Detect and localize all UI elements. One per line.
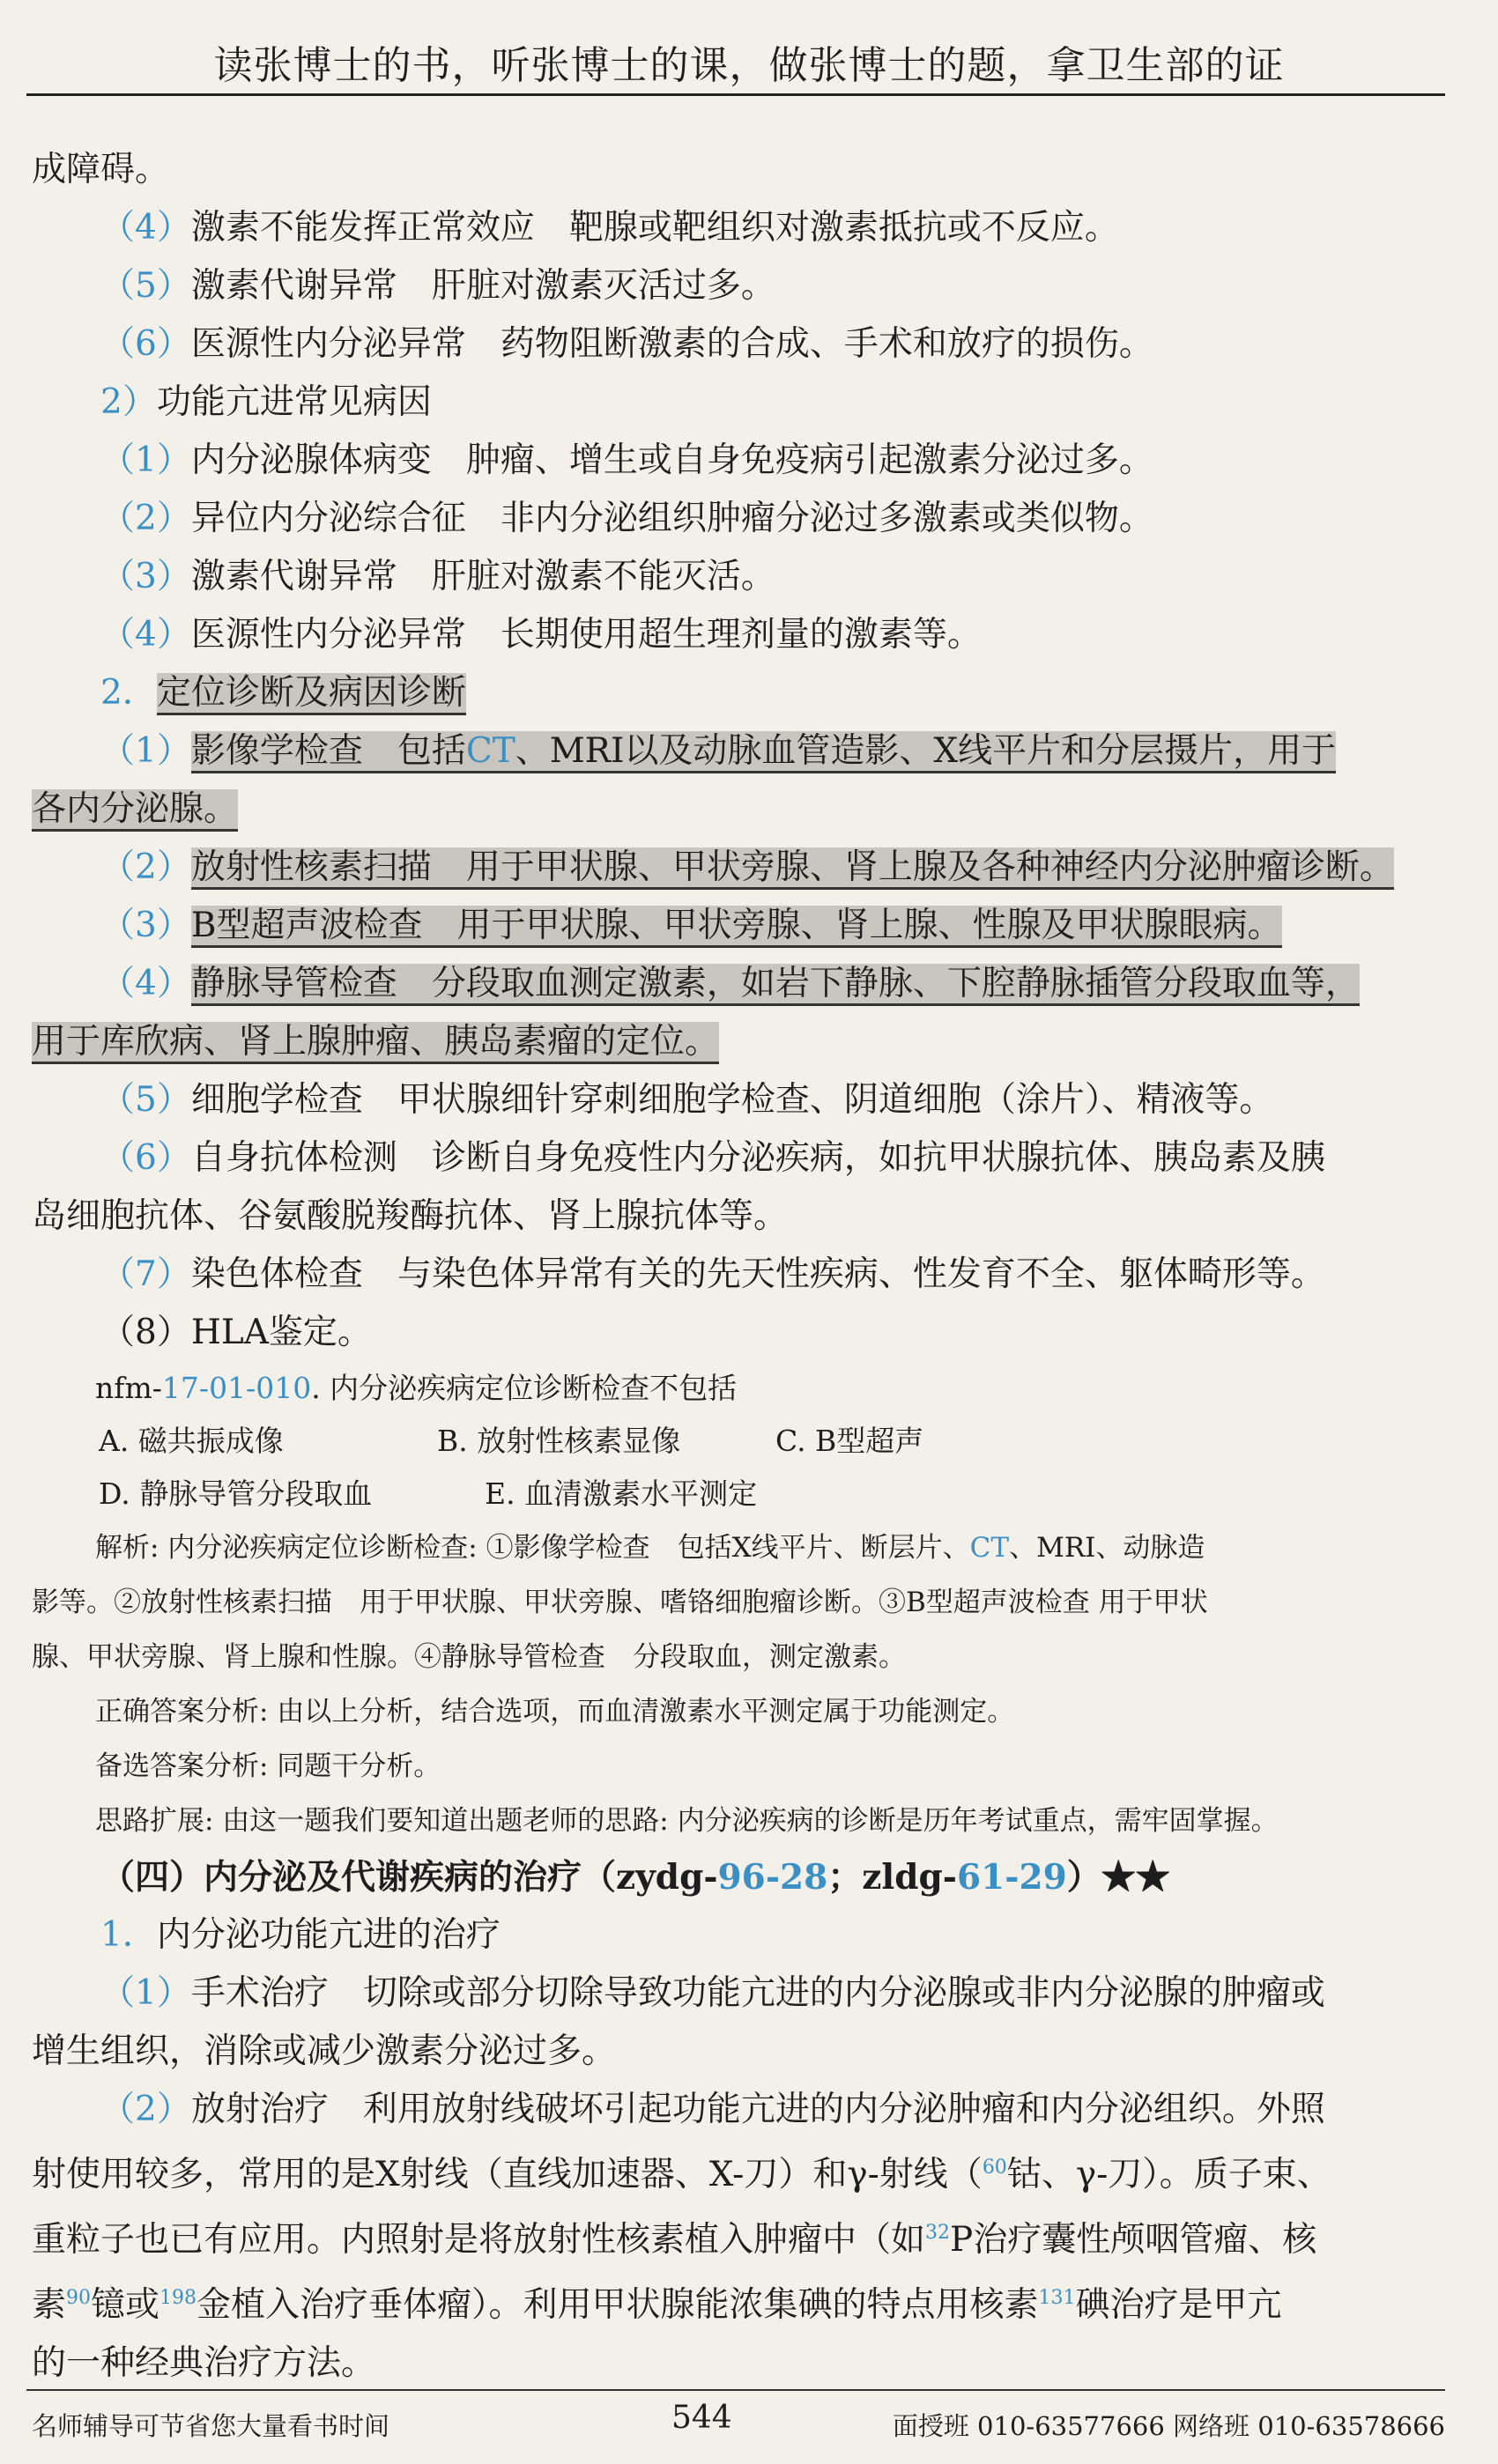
list-item — [32, 839, 1445, 897]
list-item — [32, 1304, 1445, 1362]
text: CT — [969, 1532, 1010, 1564]
list-item — [32, 722, 1445, 781]
main-content — [32, 141, 1445, 2393]
highlighted-text: 各内分泌腺。 — [32, 789, 238, 832]
list-item — [32, 897, 1445, 955]
subheading — [32, 1906, 1445, 1965]
thinking-expansion: 思路扩展: 由这一题我们要知道出题老师的思路: 内分泌疾病的诊断是历年考试重点，需牢固掌握。 — [95, 1805, 1279, 1837]
text: 放射治疗 利用放射线破坏引起功能亢进的内分泌肿瘤和内分泌组织。外照 — [190, 2090, 1325, 2129]
list-item — [32, 1246, 1445, 1304]
text: 包括 — [362, 731, 466, 771]
item-number: （5） — [100, 1080, 191, 1120]
highlighted-text: 静脉导管检查 分段取血测定激素，如岩下静脉、下腔静脉插管分段取血等， — [191, 964, 1360, 1006]
item-number: （5） — [100, 266, 191, 306]
highlighted-text: B型超声波检查 用于甲状腺、甲状旁腺、肾上腺、性腺及甲状腺眼病。 — [191, 906, 1282, 948]
option-e: E. 血清激素水平测定 — [485, 1476, 758, 1511]
question-text: . 内分泌疾病定位诊断检查不包括 — [311, 1371, 738, 1405]
item-number: （2） — [100, 2090, 191, 2129]
text: HLA鉴定。 — [190, 1313, 372, 1352]
list-item — [32, 432, 1445, 490]
header-rule — [26, 93, 1445, 96]
section-heading — [32, 1848, 1445, 1906]
superscript: 60 — [982, 2157, 1007, 2179]
item-number: 1． — [100, 1915, 157, 1955]
question-code: nfm- — [95, 1371, 162, 1405]
text: 增生组织，消除或减少激素分泌过多。 — [32, 2031, 617, 2071]
paragraph — [32, 1013, 1445, 1071]
text: 异位内分泌综合征 非内分泌组织肿瘤分泌过多激素或类似物。 — [190, 499, 1153, 538]
question-code-number: 17-01-010 — [161, 1371, 312, 1405]
page-number: 544 — [671, 2400, 732, 2436]
list-item — [32, 257, 1445, 315]
item-number: （2） — [100, 847, 191, 887]
text: 解析: 内分泌疾病定位诊断检查: ①影像学检查 包括X线平片、断层片、 — [95, 1532, 970, 1564]
text: 医源性内分泌异常 长期使用超生理剂量的激素等。 — [190, 615, 982, 655]
text: 96-28 — [717, 1857, 828, 1898]
text: ；zldg- — [827, 1857, 957, 1898]
analysis-line — [32, 1521, 1445, 1575]
text: 、MRI以及动脉血管造影、X线平片和分层摄片，用于 — [515, 731, 1337, 771]
text: 激素代谢异常 肝脏对激素灭活过多。 — [190, 266, 775, 306]
paragraph — [32, 2335, 1445, 2393]
text: 内分泌腺体病变 肿瘤、增生或自身免疫病引起激素分泌过多。 — [190, 440, 1153, 480]
list-item — [32, 315, 1445, 374]
item-number: （4） — [100, 615, 191, 655]
footer-rule — [26, 2389, 1445, 2391]
item-number: （6） — [100, 1138, 191, 1178]
text: 素 — [32, 2285, 67, 2325]
item-number: 2） — [100, 382, 157, 422]
list-item — [32, 1965, 1445, 2023]
item-number: （4） — [100, 208, 191, 248]
paragraph — [32, 2269, 1445, 2335]
list-item — [32, 955, 1445, 1013]
superscript: 32 — [925, 2222, 951, 2244]
item-number: 2． — [100, 673, 157, 713]
text: CT — [465, 731, 515, 771]
text: 重粒子也已有应用。内照射是将放射性核素植入肿瘤中（如 — [32, 2220, 926, 2260]
text: 染色体检查 与染色体异常有关的先天性疾病、性发育不全、躯体畸形等。 — [190, 1254, 1325, 1294]
item-number: （8） — [100, 1313, 191, 1352]
alternative-answer-analysis: 备选答案分析: 同题干分析。 — [95, 1750, 441, 1782]
footer-slogan: 名师辅导可节省您大量看书时间 — [32, 2411, 390, 2441]
text: 射使用较多，常用的是X射线（直线加速器、X-刀）和γ-射线（ — [32, 2155, 983, 2194]
item-number: （4） — [100, 964, 191, 1003]
item-number: （1） — [100, 731, 191, 771]
list-item — [32, 1071, 1445, 1129]
text: 定位诊断及病因诊断 — [157, 673, 466, 715]
highlighted-text: 放射性核素扫描 用于甲状腺、甲状旁腺、肾上腺及各种神经内分泌肿瘤诊断。 — [191, 847, 1394, 890]
item-number: （3） — [100, 906, 191, 945]
list-item — [32, 548, 1445, 606]
running-header: 读张博士的书，听张博士的课，做张博士的题，拿卫生部的证 — [213, 43, 1285, 88]
text: 功能亢进常见病因 — [156, 382, 432, 422]
paragraph — [32, 2204, 1445, 2269]
item-number: （6） — [100, 324, 191, 364]
text: 激素代谢异常 肝脏对激素不能灭活。 — [190, 557, 775, 596]
option-d: D. 静脉导管分段取血 — [99, 1476, 373, 1511]
text: 钴、γ-刀）。质子束、 — [1006, 2155, 1331, 2194]
list-item — [32, 490, 1445, 548]
paragraph — [32, 781, 1445, 839]
superscript: 90 — [66, 2287, 92, 2309]
highlighted-text — [191, 731, 1336, 773]
paragraph — [32, 141, 1445, 199]
item-number: （2） — [100, 499, 191, 538]
paragraph — [32, 1188, 1445, 1246]
list-item — [32, 1129, 1445, 1188]
correct-answer-analysis: 正确答案分析: 由以上分析，结合选项，而血清激素水平测定属于功能测定。 — [95, 1696, 1015, 1728]
text: 61-29 — [956, 1857, 1067, 1898]
superscript: 131 — [1038, 2287, 1076, 2309]
section-heading — [32, 664, 1445, 722]
text: 碘治疗是甲亢 — [1075, 2285, 1282, 2325]
list-item — [32, 199, 1445, 257]
text: 内分泌功能亢进的治疗 — [156, 1915, 501, 1955]
text: （四）内分泌及代谢疾病的治疗（zydg- — [100, 1857, 718, 1898]
text: 细胞学检查 甲状腺细针穿刺细胞学检查、阴道细胞（涂片）、精液等。 — [190, 1080, 1274, 1120]
text: ）★★ — [1066, 1857, 1170, 1898]
list-item — [32, 606, 1445, 664]
text: 成障碍。 — [32, 150, 170, 189]
superscript: 198 — [159, 2287, 197, 2309]
text: 岛细胞抗体、谷氨酸脱羧酶抗体、肾上腺抗体等。 — [32, 1196, 789, 1236]
paragraph — [32, 2023, 1445, 2081]
text: 激素不能发挥正常效应 靶腺或靶组织对激素抵抗或不反应。 — [190, 208, 1119, 248]
text: 的一种经典治疗方法。 — [32, 2343, 376, 2383]
text: 医源性内分泌异常 药物阻断激素的合成、手术和放疗的损伤。 — [190, 324, 1153, 364]
list-item — [32, 2081, 1445, 2139]
text: 手术治疗 切除或部分切除导致功能亢进的内分泌腺或非内分泌腺的肿瘤或 — [190, 1973, 1325, 2013]
question-stem — [32, 1362, 1445, 1415]
item-number: （7） — [100, 1254, 191, 1294]
option-b: B. 放射性核素显像 — [437, 1424, 681, 1458]
text: 、MRI、动脉造 — [1009, 1532, 1205, 1564]
text: 镱或 — [91, 2285, 160, 2325]
text: 金植入治疗垂体瘤）。利用甲状腺能浓集碘的特点用核素 — [197, 2285, 1039, 2325]
text: P治疗囊性颅咽管瘤、核 — [950, 2220, 1317, 2260]
item-number: （3） — [100, 557, 191, 596]
text: 影像学检查 — [190, 731, 363, 771]
options-row — [32, 1415, 1445, 1468]
paragraph — [32, 2139, 1445, 2204]
analysis-line: 腺、甲状旁腺、肾上腺和性腺。④静脉导管检查 分段取血，测定激素。 — [32, 1641, 906, 1673]
highlighted-text: 用于库欣病、肾上腺肿瘤、胰岛素瘤的定位。 — [32, 1022, 719, 1064]
analysis-line: 影等。②放射性核素扫描 用于甲状腺、甲状旁腺、嗜铬细胞瘤诊断。③B型超声波检查 用于甲状 — [32, 1587, 1208, 1618]
item-number: （1） — [100, 1973, 191, 2013]
options-row — [32, 1468, 1445, 1521]
subheading — [32, 374, 1445, 432]
option-c: C. B型超声 — [775, 1424, 924, 1458]
footer-contact: 面授班 010-63577666 网络班 010-63578666 — [892, 2411, 1445, 2441]
page-footer — [26, 2394, 1445, 2447]
text: 自身抗体检测 诊断自身免疫性内分泌疾病，如抗甲状腺抗体、胰岛素及胰 — [190, 1138, 1325, 1178]
item-number: （1） — [100, 440, 191, 480]
option-a: A. 磁共振成像 — [99, 1424, 284, 1458]
